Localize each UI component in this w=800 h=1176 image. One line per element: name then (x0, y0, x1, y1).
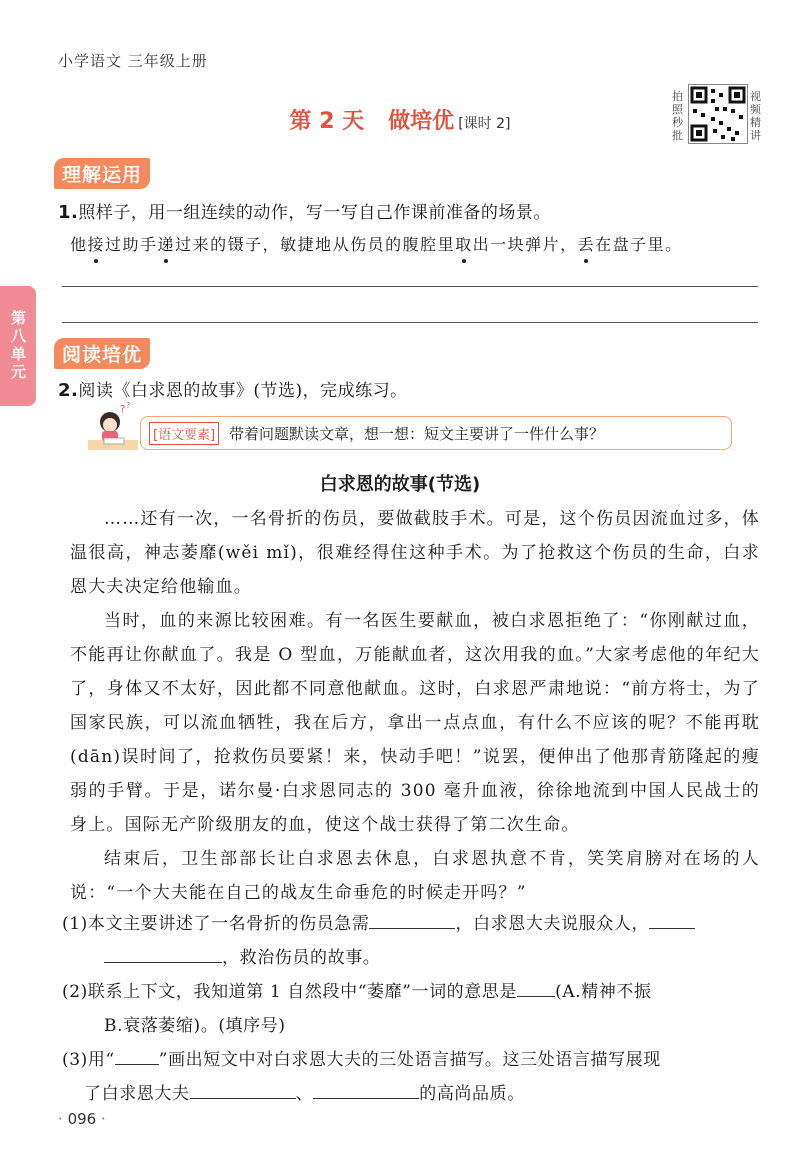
sub-question-3 (62, 1042, 762, 1078)
sub-question-3-part-a: (3)用“ (62, 1050, 115, 1070)
page-number: · 096 · (58, 1110, 106, 1128)
question-2-text: 阅读《白求恩的故事》(节选)，完成练习。 (78, 381, 408, 401)
qr-left-label: 拍照秒批 (672, 90, 683, 142)
example-verb: 取 (455, 235, 473, 254)
answer-blank[interactable] (649, 908, 695, 929)
answer-blank[interactable] (517, 976, 555, 997)
passage-paragraph: ……还有一次，一名骨折的伤员，要做截肢手术。可是，这个伤员因流血过多，体温很高，神志萎靡(wěi mǐ)，很难经得住这种手术。为了抢救这个伤员的生命，白求恩大夫决定给他输血。 (70, 509, 760, 597)
sub-question-2-part-b: (A.精神不振 (555, 982, 652, 1002)
sub-question-3-part-d: 、 (295, 1084, 314, 1104)
answer-line[interactable] (62, 322, 758, 323)
question-1-text: 照样子，用一组连续的动作，写一写自己作课前准备的场景。 (78, 203, 551, 223)
example-text: 在盘子里。 (595, 235, 683, 254)
sub-question-1-part-a: (1)本文主要讲述了一名骨折的伤员急需 (62, 914, 370, 934)
title-label: 做培优 (388, 109, 455, 134)
passage-paragraph: 结束后，卫生部部长让白求恩去休息，白求恩执意不肯，笑笑肩膀对在场的人说：“一个大夫能在自己的战友生命垂危的时候走开吗？” (70, 849, 760, 903)
example-sentence (70, 232, 683, 255)
svg-text:?: ? (120, 404, 126, 415)
tip-text: 带着问题默读文章，想一想：短文主要讲了一件什么事？ (229, 425, 605, 443)
passage-title: 白求恩的故事(节选) (319, 474, 481, 495)
question-1 (58, 198, 551, 223)
answer-blank[interactable] (369, 908, 455, 929)
sub-question-2-part-a: (2)联系上下文，我知道第 1 自然段中“萎靡”一词的意思是 (62, 982, 518, 1002)
section-badge-understand: 理解运用 (54, 158, 150, 189)
sub-question-3-part-e: 的高尚品质。 (419, 1084, 525, 1104)
qr-right-label: 视频精讲 (750, 90, 761, 142)
reading-girl-icon (84, 400, 140, 456)
example-text: 过助手 (105, 235, 158, 254)
answer-blank[interactable] (104, 942, 222, 963)
sub-question-2 (62, 974, 762, 1010)
sub-question-3-cont (84, 1076, 784, 1112)
sub-question-1-part-c: ，救治伤员的故事。 (222, 948, 381, 968)
lesson-tag: [课时 2] (458, 116, 511, 132)
answer-blank[interactable] (190, 1078, 296, 1099)
unit-tab[interactable]: 第八单元 (0, 286, 36, 406)
qr-code-icon[interactable] (688, 84, 748, 144)
example-text: 出一块弹片， (472, 235, 578, 254)
sub-question-1-part-b: ，白求恩大夫说服众人， (455, 914, 650, 934)
sub-question-1 (62, 906, 762, 942)
tip-box (140, 416, 732, 450)
svg-text:?: ? (126, 401, 131, 410)
sub-question-3-part-b: ”画出短文中对白求恩大夫的三处语言描写。这三处语言描写展现 (158, 1050, 661, 1070)
book-label: 小学语文 三年级上册 (58, 52, 208, 70)
question-2 (58, 376, 408, 401)
question-2-number: 2. (58, 380, 79, 401)
answer-blank[interactable] (115, 1044, 159, 1065)
tip-tag: [语文要素] (149, 422, 219, 445)
question-1-number: 1. (58, 202, 79, 223)
sub-question-2-cont: B.衰落萎缩)。(填序号) (104, 1016, 286, 1036)
example-verb: 接 (87, 235, 106, 254)
answer-line[interactable] (62, 286, 758, 287)
answer-blank[interactable] (313, 1078, 419, 1099)
section-badge-reading: 阅读培优 (54, 338, 150, 369)
sub-question-1-cont (104, 940, 800, 976)
example-text: 他 (70, 235, 88, 254)
sub-question-3-part-c: 了白求恩大夫 (84, 1084, 190, 1104)
example-text: 过来的镊子，敏捷地从伤员的腹腔里 (175, 235, 456, 254)
page-number-text: 096 (67, 1110, 97, 1128)
day-label: 第 2 天 (289, 109, 365, 134)
example-verb: 递 (157, 235, 176, 254)
example-verb: 丢 (577, 235, 596, 254)
passage-paragraph: 当时，血的来源比较困难。有一名医生要献血，被白求恩拒绝了：“你刚献过血，不能再让你献血了。我是 O 型血，万能献血者，这次用我的血。”大家考虑他的年纪大了，身体又不太好，因此都不同意他献血。这时，白求恩严肃地说：“前方将士，为了国家民族，可以流血牺牲，我在后方，拿出一点点血，有什么不应该的呢？不能再耽(dān)误时间了，抢救伤员要紧！来，快动手吧！”说罢，便伸出了他那青筋隆起的瘦弱的手臂。于是，诺尔曼·白求恩同志的 300 毫升血液，徐徐地流到中国人民战士的身上。国际无产阶级朋友的血，使这个战士获得了第二次生命。 (70, 611, 760, 835)
qr-block[interactable] (672, 84, 772, 144)
